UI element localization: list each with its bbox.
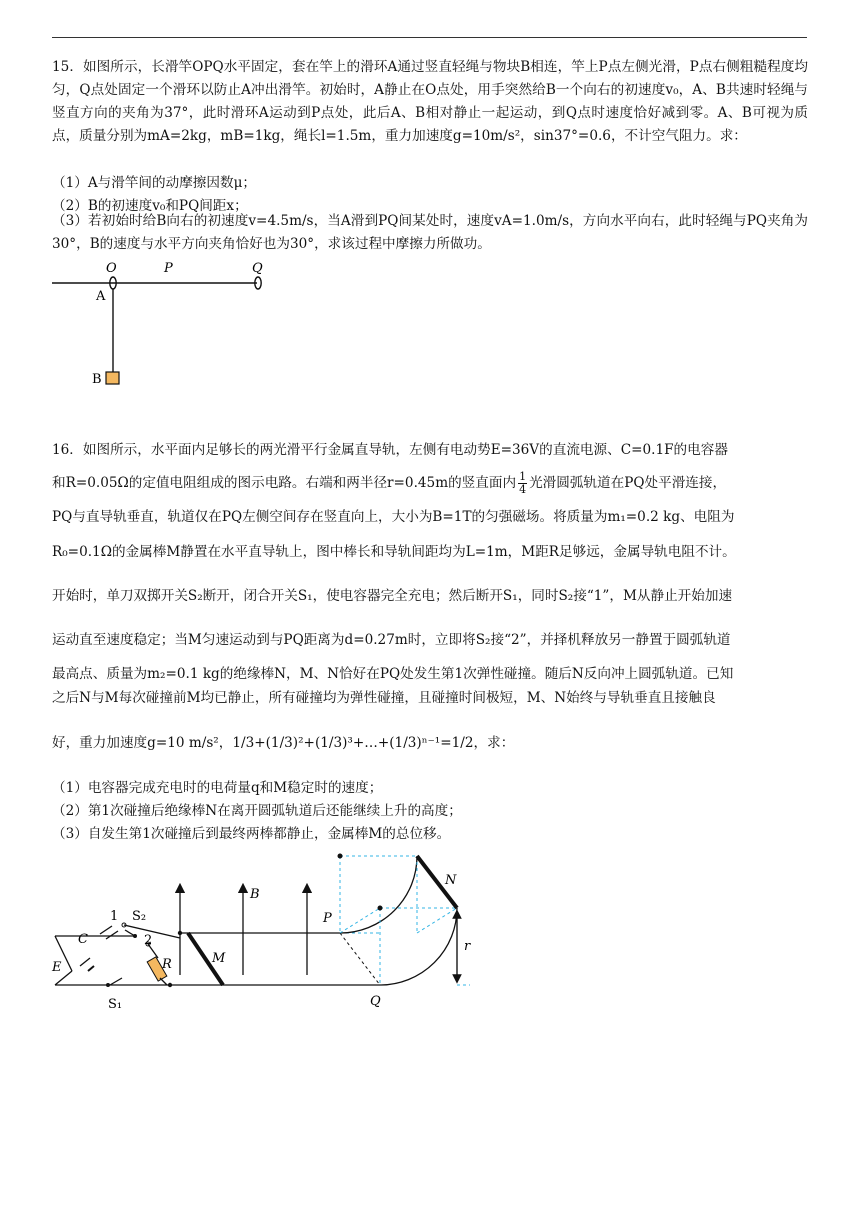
q16-sub2: （2）第1次碰撞后绝缘棒N在离开圆弧轨道后还能继续上升的高度； xyxy=(52,803,462,819)
q15-sub3: （3）若初始时给B向右的初速度v=4.5m/s，当A滑到PQ间某处时，速度vA=1.0m/s，方向水平向右，此时轻绳与PQ夹角为30°，B的速度与水平方向夹角恰好也为30°，求该过程中摩擦力所做功。 xyxy=(52,213,808,252)
q16-line4: R₀=0.1Ω的金属棒M静置在水平直导轨上，图中棒长和导轨间距均为L=1m，M距R足够远，金属导轨电阻不计。 xyxy=(52,544,736,560)
q16-line5: 开始时，单刀双掷开关S₂断开，闭合开关S₁，使电容器完全充电；然后断开S₁，同时S₂接“1”，M从静止开始加速 xyxy=(52,588,733,604)
label-c: C xyxy=(78,932,88,947)
label-p: P xyxy=(164,261,173,276)
battery-plate2 xyxy=(88,966,94,971)
switch-s1 xyxy=(110,978,122,985)
q15-sub1: （1）A与滑竿间的动摩擦因数μ； xyxy=(52,175,257,191)
q16-sub3: （3）自发生第1次碰撞后到最终两棒都静止，金属棒M的总位移。 xyxy=(52,826,451,842)
label-radius: r xyxy=(464,939,471,954)
label-a: A xyxy=(96,289,106,304)
label-q: Q xyxy=(370,994,381,1009)
arc-top xyxy=(340,856,417,933)
label-p: P xyxy=(323,911,332,926)
block-b xyxy=(106,372,119,384)
capacitor-plate2 xyxy=(106,931,118,939)
frac-num: 1 xyxy=(519,470,527,483)
label-m: M xyxy=(212,951,226,966)
q16-line6: 运动直至速度稳定；当M匀速运动到与PQ距离为d=0.27m时，立即将S₂接“2”，并择机释放另一静置于圆弧轨道 xyxy=(52,632,731,648)
q16-line1: 16．如图所示，水平面内足够长的两光滑平行金属直导轨，左侧有电动势E=36V的直流电源、C=0.1F的电容器 xyxy=(52,442,728,458)
capacitor-plate1 xyxy=(100,926,112,934)
q15-body: 15．如图所示，长滑竿OPQ水平固定，套在竿上的滑环A通过竖直轻绳与物块B相连，竿上P点左侧光滑，P点右侧粗糙程度均匀，Q点处固定一个滑环以防止A冲出滑竿。初始时，A静止在O点处，用手突然给B一个向右的初速度v₀，A、B共速时轻绳与竖直方向的夹角为37°，此时滑环A运动到P点处，此后A、B相对静止一起运动，到Q点时速度恰好减到零。A、B可视为质点，质量分别为mA=2kg，mB=1kg，绳长l=1.5m，重力加速度g=10m/s²，sin37°=0.6，不计空气阻力。求： xyxy=(52,59,808,144)
label-e: E xyxy=(52,960,62,975)
label-s1: S₁ xyxy=(108,997,123,1012)
frac-den: 4 xyxy=(519,483,527,496)
label-1: 1 xyxy=(110,909,119,924)
q15-figure xyxy=(40,255,300,395)
battery-plate1 xyxy=(80,958,90,966)
label-r-res: R xyxy=(162,957,172,972)
label-q: Q xyxy=(252,261,263,276)
q16-line9: 好，重力加速度g=10 m/s²，1/3+(1/3)²+(1/3)³+…+(1/3)ⁿ⁻¹=1/2，求： xyxy=(52,735,515,751)
switch-s2 xyxy=(125,930,135,936)
q16-line8: 之后N与M每次碰撞前M均已静止，所有碰撞均为弹性碰撞，且碰撞时间极短，M、N始终与导轨垂直且接触良 xyxy=(52,690,716,706)
q16-line2b: 光滑圆弧轨道在PQ处平滑连接， xyxy=(529,475,727,491)
q16-line2 xyxy=(52,471,812,496)
label-b: B xyxy=(92,372,102,387)
header-rule xyxy=(52,37,807,38)
label-2: 2 xyxy=(144,933,153,948)
label-n: N xyxy=(445,873,457,888)
line-pq xyxy=(340,933,380,985)
label-o: O xyxy=(106,261,117,276)
q16-figure xyxy=(40,840,500,1020)
q16-line3: PQ与直导轨垂直，轨道仅在PQ左侧空间存在竖直向上，大小为B=1T的匀强磁场。将质量为m₁=0.2 kg、电阻为 xyxy=(52,509,735,525)
label-s2: S₂ xyxy=(132,909,147,924)
fraction-quarter xyxy=(518,471,527,496)
arc-bottom xyxy=(380,908,457,985)
q16-line2a: 和R=0.05Ω的定值电阻组成的图示电路。右端和两半径r=0.45m的竖直面内 xyxy=(52,475,517,491)
label-b-field: B xyxy=(250,887,260,902)
q16-line7: 最高点、质量为m₂=0.1 kg的绝缘棒N，M、N恰好在PQ处发生第1次弹性碰撞。随后N反向冲上圆弧轨道。已知 xyxy=(52,666,734,682)
q15-sub2: （2）B的初速度v₀和PQ间距x； xyxy=(52,198,248,214)
q16-sub1: （1）电容器完成充电时的电荷量q和M稳定时的速度； xyxy=(52,780,383,796)
